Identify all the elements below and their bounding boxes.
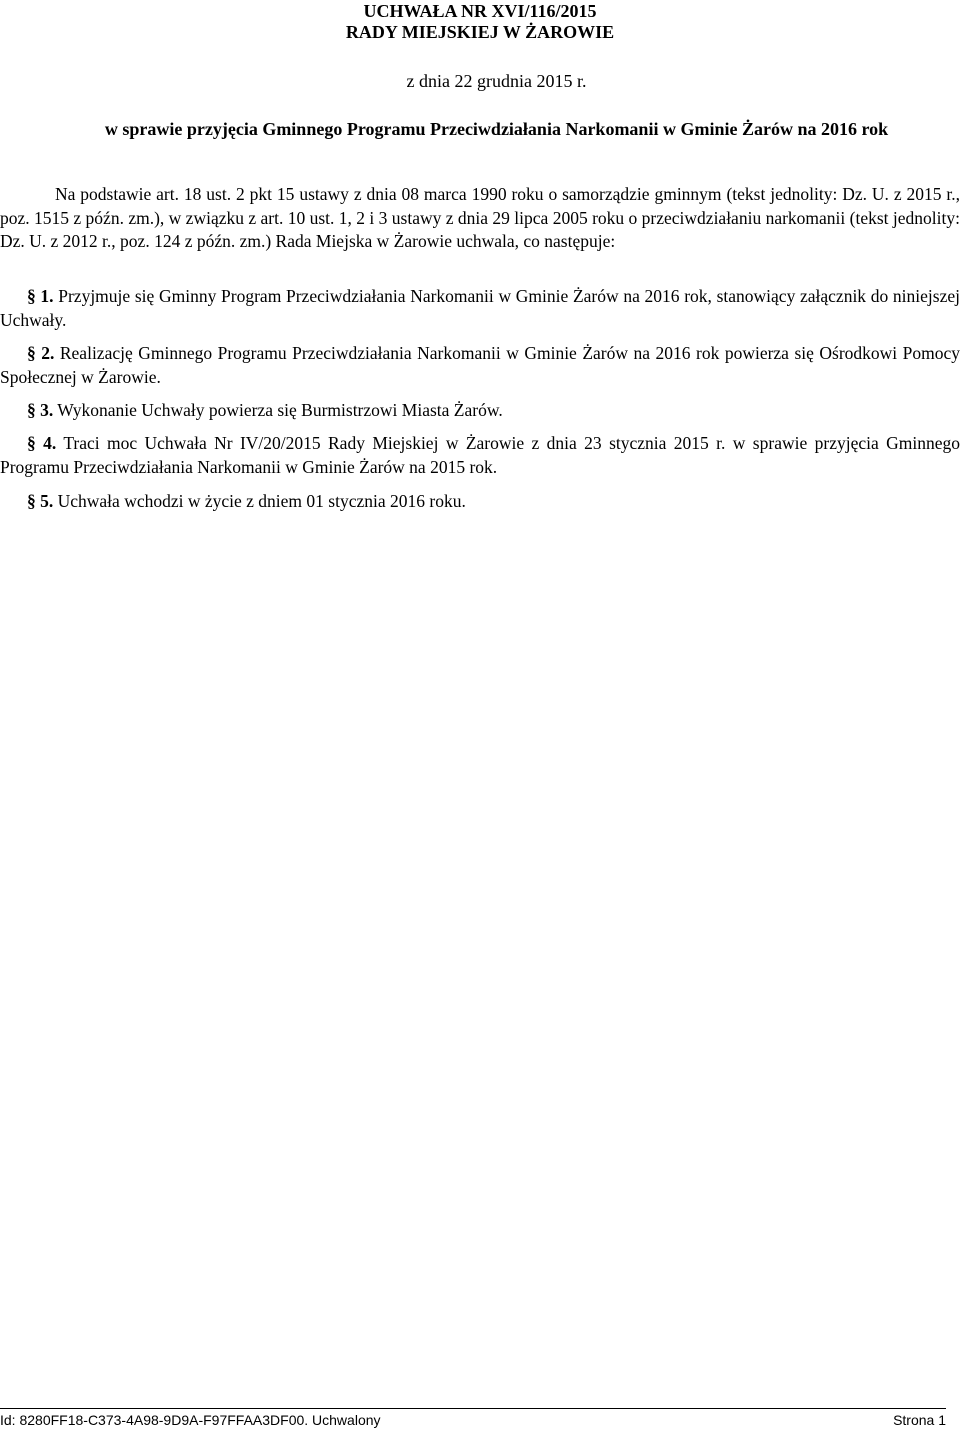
section-number: § 4.: [27, 433, 57, 453]
section-3: [0, 399, 960, 423]
resolution-title: UCHWAŁA NR XVI/116/2015: [363, 1, 597, 21]
section-number: § 1.: [27, 286, 54, 306]
page-footer: [0, 1408, 946, 1429]
legal-basis-paragraph: Na podstawie art. 18 ust. 2 pkt 15 ustawy z dnia 08 marca 1990 roku o samorządzie gminnym (tekst jednolity: Dz. U. z 2015 r., poz. 1515 z późn. zm.), w związku z art. 10 ust. 1, 2 i 3 ustawy z dnia 29 lipca 2005 roku o przeciwdziałaniu narkomanii (tekst jednolity: Dz. U. z 2012 r., poz. 124 z późn. zm.) Rada Miejska w Żarowie uchwala, co następuje:: [0, 184, 960, 252]
resolution-date: z dnia 22 grudnia 2015 r.: [406, 71, 587, 91]
section-number: § 2.: [27, 343, 55, 363]
section-5: [0, 490, 960, 514]
section-text: Wykonanie Uchwały powierza się Burmistrzowi Miasta Żarów.: [53, 400, 503, 420]
resolution-subject: w sprawie przyjęcia Gminnego Programu Przeciwdziałania Narkomanii w Gminie Żarów na 2016 rok: [104, 119, 889, 139]
section-4: [0, 432, 960, 479]
section-1: [0, 285, 960, 332]
document-id: Id: 8280FF18-C373-4A98-9D9A-F97FFAA3DF00. Uchwalony: [0, 1412, 381, 1428]
section-text: Przyjmuje się Gminny Program Przeciwdziałania Narkomanii w Gminie Żarów na 2016 rok, stanowiący załącznik do niniejszej Uchwały.: [0, 286, 960, 330]
section-2: [0, 342, 960, 389]
page-number: Strona 1: [893, 1412, 946, 1428]
section-text: Traci moc Uchwała Nr IV/20/2015 Rady Miejskiej w Żarowie z dnia 23 stycznia 2015 r. w sprawie przyjęcia Gminnego Programu Przeciwdziałania Narkomanii w Gminie Żarów na 2015 rok.: [0, 433, 960, 477]
section-text: Realizację Gminnego Programu Przeciwdziałania Narkomanii w Gminie Żarów na 2016 rok powierza się Ośrodkowi Pomocy Społecznej w Żarowie.: [0, 343, 960, 387]
section-text: Uchwała wchodzi w życie z dniem 01 stycznia 2016 roku.: [53, 491, 466, 511]
section-number: § 3.: [27, 400, 54, 420]
council-name: RADY MIEJSKIEJ W ŻAROWIE: [345, 22, 615, 42]
section-number: § 5.: [27, 491, 54, 511]
